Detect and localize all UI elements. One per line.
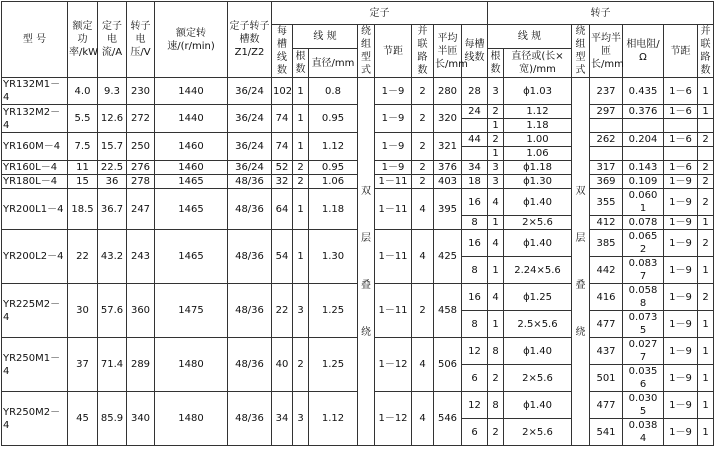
cell-rotor-pitch: 1－6: [664, 105, 698, 119]
cell-stator-diameter: 0.95: [309, 161, 358, 175]
cell-model: YR225M2－4: [2, 284, 68, 338]
cell-phase-resistance: 0.065 2: [623, 230, 664, 257]
cell-slots: 36/24: [228, 161, 272, 175]
cell-stator-diameter: 1.30: [309, 230, 358, 284]
cell-rotor-strands: 2: [488, 365, 504, 392]
cell-rated-speed: 1465: [155, 189, 228, 230]
cell-power: 37: [68, 338, 98, 392]
cell-rotor-paths: 2: [698, 189, 714, 216]
cell-phase-resistance: 0.078: [623, 216, 664, 230]
winding-type-char: 绕: [361, 326, 371, 338]
cell-rated-speed: 1460: [155, 161, 228, 175]
cell-rotor-paths: 2: [698, 230, 714, 257]
cell-rotor-diameter: 1.18: [504, 119, 572, 133]
header-rotor-winding-type: 绕组型式: [572, 25, 590, 78]
cell-rotor-voltage: 272: [127, 105, 155, 133]
cell-model: YR200L1－4: [2, 189, 68, 230]
cell-rotor-strands: 1: [488, 311, 504, 338]
cell-model: YR180L－4: [2, 175, 68, 189]
cell-stator-turns: 22: [272, 284, 293, 338]
header-rated-speed: 额定转速/(r/min): [155, 2, 228, 78]
cell-stator-avg-len: 403: [434, 175, 462, 189]
cell-stator-current: 57.6: [98, 284, 127, 338]
header-rotor-turns: 每槽线数: [462, 25, 488, 78]
cell-stator-pitch: 1－9: [375, 105, 412, 133]
cell-rotor-avg-len: 477: [590, 392, 623, 419]
header-rotor-avg-len: 平均半匝长/mm: [590, 25, 623, 78]
cell-rotor-diameter: ϕ1.40: [504, 338, 572, 365]
cell-rotor-paths: 1: [698, 365, 714, 392]
cell-rotor-paths: 1: [698, 216, 714, 230]
winding-type-char: 双: [361, 185, 371, 197]
winding-type-char: 叠: [361, 279, 371, 291]
cell-rotor-turns: 16: [462, 284, 488, 311]
cell-stator-avg-len: 395: [434, 189, 462, 230]
cell-rotor-pitch: 1－6: [664, 78, 698, 105]
cell-rotor-turns: [462, 147, 488, 161]
cell-stator-paths: 4: [412, 230, 434, 284]
cell-rotor-pitch: 1－9: [664, 392, 698, 419]
cell-rotor-pitch: 1－6: [664, 161, 698, 175]
cell-rated-speed: 1475: [155, 284, 228, 338]
cell-power: 11: [68, 161, 98, 175]
cell-rotor-diameter: ϕ1.25: [504, 284, 572, 311]
cell-rotor-pitch: 1－9: [664, 419, 698, 446]
cell-rotor-strands: 8: [488, 338, 504, 365]
cell-power: 45: [68, 392, 98, 446]
cell-rotor-strands: 8: [488, 392, 504, 419]
cell-rated-speed: 1460: [155, 133, 228, 161]
cell-rated-speed: 1480: [155, 338, 228, 392]
cell-rotor-strands: 4: [488, 284, 504, 311]
cell-rotor-voltage: 243: [127, 230, 155, 284]
cell-rotor-voltage: 278: [127, 175, 155, 189]
cell-power: 18.5: [68, 189, 98, 230]
cell-rotor-strands: 3: [488, 175, 504, 189]
cell-stator-pitch: 1－9: [375, 161, 412, 175]
cell-rotor-turns: 16: [462, 230, 488, 257]
winding-type-char: 层: [575, 232, 586, 244]
cell-stator-current: 43.2: [98, 230, 127, 284]
cell-slots: 48/36: [228, 338, 272, 392]
cell-slots: 36/24: [228, 78, 272, 105]
cell-stator-pitch: 1－12: [375, 392, 412, 446]
cell-stator-strands: 3: [293, 392, 309, 446]
cell-rotor-avg-len: 355: [590, 189, 623, 216]
cell-rotor-avg-len: 541: [590, 419, 623, 446]
table-body: [2, 78, 714, 446]
cell-stator-turns: 40: [272, 338, 293, 392]
cell-stator-paths: 2: [412, 175, 434, 189]
cell-rotor-voltage: 340: [127, 392, 155, 446]
cell-stator-current: 15.7: [98, 133, 127, 161]
cell-rotor-paths: [698, 147, 714, 161]
cell-stator-pitch: 1－11: [375, 230, 412, 284]
cell-rotor-strands: 2: [488, 133, 504, 147]
cell-rotor-turns: 8: [462, 311, 488, 338]
cell-stator-diameter: 1.12: [309, 133, 358, 161]
cell-model: YR160L－4: [2, 161, 68, 175]
cell-stator-paths: 4: [412, 189, 434, 230]
cell-rotor-paths: 1: [698, 105, 714, 119]
cell-rotor-pitch: [664, 147, 698, 161]
stator-winding-type-cell: [358, 78, 375, 446]
cell-phase-resistance: 0.376: [623, 105, 664, 119]
cell-rotor-turns: 24: [462, 105, 488, 119]
cell-rated-speed: 1465: [155, 175, 228, 189]
cell-stator-strands: 2: [293, 338, 309, 392]
cell-phase-resistance: 0.435: [623, 78, 664, 105]
cell-rotor-turns: 6: [462, 365, 488, 392]
cell-stator-avg-len: 321: [434, 133, 462, 161]
cell-stator-paths: 2: [412, 161, 434, 175]
cell-rotor-turns: 8: [462, 257, 488, 284]
cell-stator-strands: 1: [293, 230, 309, 284]
cell-phase-resistance: [623, 147, 664, 161]
cell-rotor-pitch: 1－6: [664, 133, 698, 147]
cell-rotor-diameter: ϕ1.30: [504, 175, 572, 189]
cell-rotor-paths: 2: [698, 284, 714, 311]
cell-slots: 48/36: [228, 230, 272, 284]
cell-rotor-avg-len: 317: [590, 161, 623, 175]
cell-rotor-voltage: 276: [127, 161, 155, 175]
cell-rotor-voltage: 230: [127, 78, 155, 105]
header-stator-wire-spec: 线 规: [293, 25, 358, 49]
header-rotor-pitch: 节距: [664, 25, 698, 78]
cell-model: YR132M2－4: [2, 105, 68, 133]
cell-rotor-turns: 28: [462, 78, 488, 105]
cell-phase-resistance: 0.030 5: [623, 392, 664, 419]
header-stator-winding-type: 绕组型式: [358, 25, 375, 78]
header-stator-current: 定子电流/A: [98, 2, 127, 78]
cell-stator-turns: 64: [272, 189, 293, 230]
cell-rotor-diameter: 2×5.6: [504, 419, 572, 446]
cell-stator-strands: 1: [293, 78, 309, 105]
header-stator-diameter: 直径/mm: [309, 49, 358, 78]
cell-rotor-paths: 1: [698, 311, 714, 338]
cell-rotor-diameter: ϕ1.40: [504, 189, 572, 216]
cell-rotor-pitch: 1－9: [664, 189, 698, 216]
cell-rotor-strands: 2: [488, 105, 504, 119]
cell-rotor-pitch: 1－9: [664, 230, 698, 257]
header-stator-strands: 根数: [293, 49, 309, 78]
cell-rotor-avg-len: 412: [590, 216, 623, 230]
header-rotor-paths: 并联路数: [698, 25, 714, 78]
cell-power: 4.0: [68, 78, 98, 105]
cell-rotor-diameter: ϕ1.40: [504, 392, 572, 419]
cell-stator-paths: 2: [412, 78, 434, 105]
cell-power: 5.5: [68, 105, 98, 133]
cell-model: YR250M1－4: [2, 338, 68, 392]
cell-rotor-turns: 16: [462, 189, 488, 216]
cell-stator-pitch: 1－11: [375, 175, 412, 189]
cell-stator-pitch: 1－12: [375, 338, 412, 392]
header-model: 型 号: [2, 2, 68, 78]
cell-stator-diameter: 1.25: [309, 338, 358, 392]
cell-rotor-pitch: 1－9: [664, 338, 698, 365]
rotor-winding-type-cell: [572, 78, 590, 446]
cell-rotor-diameter: 2.24×5.6: [504, 257, 572, 284]
cell-stator-paths: 2: [412, 105, 434, 133]
header-slots: 定子转子槽数Z1/Z2: [228, 2, 272, 78]
cell-phase-resistance: 0.109: [623, 175, 664, 189]
cell-stator-avg-len: 376: [434, 161, 462, 175]
cell-rated-speed: 1465: [155, 230, 228, 284]
cell-rotor-voltage: 247: [127, 189, 155, 230]
header-stator-group: 定子: [272, 2, 488, 25]
cell-phase-resistance: 0.058 8: [623, 284, 664, 311]
cell-phase-resistance: 0.083 7: [623, 257, 664, 284]
cell-rotor-turns: 18: [462, 175, 488, 189]
cell-model: YR132M1－4: [2, 78, 68, 105]
cell-rotor-voltage: 360: [127, 284, 155, 338]
cell-rotor-strands: 3: [488, 78, 504, 105]
cell-stator-current: 71.4: [98, 338, 127, 392]
header-stator-avg-len: 平均半匝长/mm: [434, 25, 462, 78]
cell-rotor-paths: 1: [698, 78, 714, 105]
cell-rated-speed: 1440: [155, 105, 228, 133]
cell-stator-paths: 4: [412, 338, 434, 392]
cell-stator-strands: 1: [293, 133, 309, 161]
cell-phase-resistance: [623, 119, 664, 133]
cell-stator-avg-len: 546: [434, 392, 462, 446]
cell-rotor-paths: 1: [698, 338, 714, 365]
cell-rotor-avg-len: 442: [590, 257, 623, 284]
cell-phase-resistance: 0.060 1: [623, 189, 664, 216]
cell-rotor-voltage: 289: [127, 338, 155, 392]
header-phase-resistance: 相电阻/Ω: [623, 25, 664, 78]
cell-stator-pitch: 1－11: [375, 189, 412, 230]
header-rotor-strands: 根数: [488, 49, 504, 78]
cell-rotor-pitch: 1－9: [664, 216, 698, 230]
cell-rotor-diameter: 1.00: [504, 133, 572, 147]
cell-rotor-strands: 3: [488, 161, 504, 175]
cell-phase-resistance: 0.073 5: [623, 311, 664, 338]
cell-stator-diameter: 0.95: [309, 105, 358, 133]
cell-rotor-paths: 2: [698, 161, 714, 175]
cell-stator-avg-len: 458: [434, 284, 462, 338]
cell-stator-pitch: 1－11: [375, 284, 412, 338]
cell-rotor-avg-len: 416: [590, 284, 623, 311]
cell-stator-diameter: 1.06: [309, 175, 358, 189]
cell-rotor-diameter: 2.5×5.6: [504, 311, 572, 338]
cell-stator-paths: 4: [412, 392, 434, 446]
cell-slots: 48/36: [228, 284, 272, 338]
header-rotor-wire-spec: 线 规: [488, 25, 572, 49]
cell-rotor-pitch: 1－9: [664, 175, 698, 189]
header-power: 额定功率/kW: [68, 2, 98, 78]
cell-model: YR200L2－4: [2, 230, 68, 284]
cell-rotor-paths: 2: [698, 133, 714, 147]
header-rotor-voltage: 转子电压/V: [127, 2, 155, 78]
cell-stator-strands: 2: [293, 175, 309, 189]
cell-stator-strands: 1: [293, 105, 309, 133]
cell-stator-turns: 52: [272, 161, 293, 175]
cell-rotor-avg-len: 297: [590, 105, 623, 119]
cell-rotor-pitch: 1－9: [664, 365, 698, 392]
cell-rotor-strands: 4: [488, 189, 504, 216]
cell-stator-diameter: 1.25: [309, 284, 358, 338]
header-rotor-diameter: 直径或(长×宽)/mm: [504, 49, 572, 78]
cell-rotor-paths: 1: [698, 419, 714, 446]
cell-rotor-strands: 4: [488, 230, 504, 257]
cell-power: 15: [68, 175, 98, 189]
cell-power: 30: [68, 284, 98, 338]
cell-rated-speed: 1480: [155, 392, 228, 446]
cell-stator-turns: 74: [272, 105, 293, 133]
cell-rotor-paths: 1: [698, 392, 714, 419]
cell-model: YR160M－4: [2, 133, 68, 161]
cell-phase-resistance: 0.143: [623, 161, 664, 175]
winding-type-char: 双: [575, 185, 586, 197]
cell-rotor-paths: 1: [698, 257, 714, 284]
cell-rotor-avg-len: 385: [590, 230, 623, 257]
cell-power: 7.5: [68, 133, 98, 161]
cell-rotor-avg-len: 369: [590, 175, 623, 189]
cell-phase-resistance: 0.035 6: [623, 365, 664, 392]
cell-rotor-strands: 1: [488, 147, 504, 161]
cell-stator-pitch: 1－9: [375, 78, 412, 105]
cell-stator-avg-len: 280: [434, 78, 462, 105]
cell-stator-current: 85.9: [98, 392, 127, 446]
cell-stator-diameter: 1.18: [309, 189, 358, 230]
cell-rotor-avg-len: 501: [590, 365, 623, 392]
cell-rotor-avg-len: 477: [590, 311, 623, 338]
cell-rotor-turns: 12: [462, 392, 488, 419]
cell-phase-resistance: 0.027 7: [623, 338, 664, 365]
cell-slots: 48/36: [228, 189, 272, 230]
header-stator-paths: 并联路数: [412, 25, 434, 78]
cell-rotor-avg-len: 237: [590, 78, 623, 105]
header-stator-pitch: 节距: [375, 25, 412, 78]
cell-rated-speed: 1440: [155, 78, 228, 105]
cell-rotor-turns: 44: [462, 133, 488, 147]
cell-stator-turns: 32: [272, 175, 293, 189]
cell-slots: 48/36: [228, 392, 272, 446]
cell-phase-resistance: 0.038 4: [623, 419, 664, 446]
cell-rotor-avg-len: [590, 119, 623, 133]
cell-rotor-voltage: 250: [127, 133, 155, 161]
cell-phase-resistance: 0.204: [623, 133, 664, 147]
cell-stator-paths: 2: [412, 133, 434, 161]
cell-slots: 36/24: [228, 105, 272, 133]
cell-power: 22: [68, 230, 98, 284]
cell-rotor-paths: 2: [698, 175, 714, 189]
cell-stator-avg-len: 425: [434, 230, 462, 284]
cell-rotor-strands: 1: [488, 216, 504, 230]
winding-type-char: 叠: [575, 279, 586, 291]
cell-rotor-pitch: 1－9: [664, 284, 698, 311]
cell-stator-strands: 3: [293, 284, 309, 338]
cell-stator-turns: 34: [272, 392, 293, 446]
cell-stator-current: 36: [98, 175, 127, 189]
cell-stator-turns: 54: [272, 230, 293, 284]
cell-rotor-diameter: 2×5.6: [504, 216, 572, 230]
cell-rotor-turns: [462, 119, 488, 133]
cell-rotor-avg-len: [590, 147, 623, 161]
cell-stator-current: 9.3: [98, 78, 127, 105]
cell-rotor-diameter: ϕ1.18: [504, 161, 572, 175]
cell-rotor-turns: 6: [462, 419, 488, 446]
cell-rotor-pitch: [664, 119, 698, 133]
cell-model: YR250M2－4: [2, 392, 68, 446]
motor-winding-data-table: [1, 1, 714, 446]
cell-stator-paths: 2: [412, 284, 434, 338]
winding-type-char: 层: [361, 232, 371, 244]
cell-stator-turns: 102: [272, 78, 293, 105]
cell-stator-strands: 1: [293, 189, 309, 230]
cell-rotor-pitch: 1－9: [664, 257, 698, 284]
cell-stator-avg-len: 506: [434, 338, 462, 392]
cell-stator-current: 36.7: [98, 189, 127, 230]
cell-rotor-pitch: 1－9: [664, 311, 698, 338]
cell-rotor-diameter: 1.06: [504, 147, 572, 161]
cell-slots: 36/24: [228, 133, 272, 161]
cell-stator-avg-len: 320: [434, 105, 462, 133]
cell-stator-diameter: 1.12: [309, 392, 358, 446]
cell-rotor-strands: 2: [488, 419, 504, 446]
cell-stator-pitch: 1－9: [375, 133, 412, 161]
cell-rotor-avg-len: 437: [590, 338, 623, 365]
cell-rotor-diameter: 2×5.6: [504, 365, 572, 392]
header-stator-turns: 每槽线数: [272, 25, 293, 78]
cell-rotor-turns: 34: [462, 161, 488, 175]
cell-stator-turns: 74: [272, 133, 293, 161]
header-rotor-group: 转子: [488, 2, 714, 25]
cell-rotor-turns: 8: [462, 216, 488, 230]
cell-rotor-diameter: ϕ1.40: [504, 230, 572, 257]
cell-rotor-strands: 1: [488, 119, 504, 133]
cell-stator-strands: 2: [293, 161, 309, 175]
cell-stator-current: 12.6: [98, 105, 127, 133]
cell-rotor-strands: 1: [488, 257, 504, 284]
cell-rotor-diameter: ϕ1.03: [504, 78, 572, 105]
cell-rotor-turns: 12: [462, 338, 488, 365]
cell-stator-current: 22.5: [98, 161, 127, 175]
cell-rotor-avg-len: 262: [590, 133, 623, 147]
cell-slots: 48/36: [228, 175, 272, 189]
cell-rotor-paths: [698, 119, 714, 133]
winding-type-char: 绕: [575, 326, 586, 338]
cell-rotor-diameter: 1.12: [504, 105, 572, 119]
cell-stator-diameter: 0.8: [309, 78, 358, 105]
